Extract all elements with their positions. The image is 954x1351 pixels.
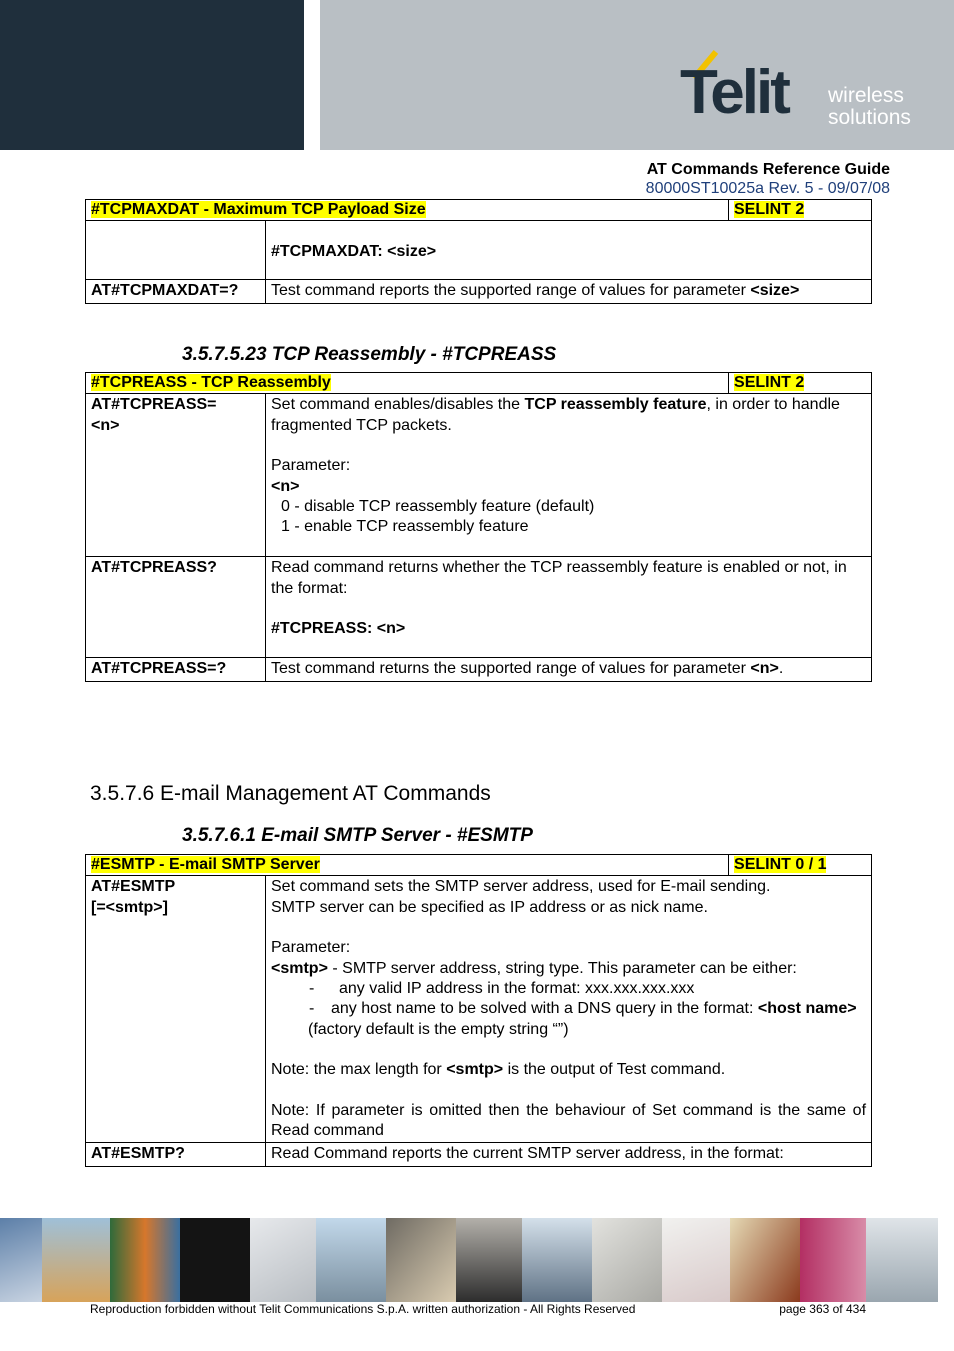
table-row	[86, 658, 872, 681]
table-title: #TCPMAXDAT - Maximum TCP Payload Size	[91, 201, 426, 218]
table-row	[86, 221, 872, 280]
table-row	[86, 394, 872, 557]
section-heading-esmtp: 3.5.7.6.1 E-mail SMTP Server - #ESMTP	[182, 825, 533, 846]
guide-revision: 80000ST10025a Rev. 5 - 09/07/08	[645, 180, 890, 197]
copyright-notice: Reproduction forbidden without Telit Communications S.p.A. written authorization - All Rights Reserved	[90, 1302, 636, 1316]
footer-photo-strip	[0, 1218, 954, 1302]
option-item: 0 - disable TCP reassembly feature (default)	[281, 498, 595, 516]
selint-badge: SELINT 2	[734, 374, 805, 391]
table-row	[86, 1143, 872, 1166]
description-cell: Set command enables/disables the TCP reassembly feature, in order to handle fragmented TCP packets. Parameter: <n> 0 - disable TCP reassembly feature (default) 1 - enable TCP reassembly feature	[266, 394, 872, 557]
command-cell: AT#ESMTP?	[86, 1143, 266, 1166]
table-title: #ESMTP - E-mail SMTP Server	[91, 856, 320, 873]
telit-logo: Telit	[680, 58, 788, 127]
description-cell: Test command reports the supported range of values for parameter <size>	[266, 280, 872, 303]
list-item: - any host name to be solved with a DNS query in the format: <host name>	[309, 1000, 857, 1018]
note-text: Note: If parameter is omitted then the behaviour of Set command is the same of Read command	[271, 1101, 867, 1140]
selint-badge: SELINT 0 / 1	[734, 856, 827, 873]
logo-tagline: wireless solutions	[828, 84, 911, 129]
tcpmaxdat-table	[85, 199, 872, 304]
response-format: #TCPREASS: <n>	[271, 620, 406, 638]
section-heading-email: 3.5.7.6 E-mail Management AT Commands	[90, 782, 491, 805]
option-item: 1 - enable TCP reassembly feature	[281, 518, 529, 536]
section-heading-tcpreass: 3.5.7.5.23 TCP Reassembly - #TCPREASS	[182, 344, 557, 365]
command-cell: AT#TCPREASS= <n>	[86, 394, 266, 557]
document-title	[646, 160, 890, 198]
command-cell: AT#TCPMAXDAT=?	[86, 280, 266, 303]
parameter-name: <smtp>	[271, 959, 328, 977]
table-header-row	[86, 373, 872, 394]
description-cell: Read Command reports the current SMTP server address, in the format:	[266, 1143, 872, 1166]
selint-badge: SELINT 2	[734, 201, 805, 218]
response-format: #TCPMAXDAT: <size>	[271, 243, 437, 261]
parameter-name: <n>	[271, 477, 300, 495]
table-row	[86, 557, 872, 658]
command-cell: AT#TCPREASS?	[86, 557, 266, 658]
table-row	[86, 876, 872, 1143]
esmtp-table	[85, 854, 872, 1167]
description-cell: Test command returns the supported range of values for parameter <n>.	[266, 658, 872, 681]
command-cell: AT#ESMTP [=<smtp>]	[86, 876, 266, 1143]
list-item: - any valid IP address in the format: xxx.xxx.xxx.xxx	[309, 980, 695, 998]
table-header-row	[86, 855, 872, 876]
page-number: page 363 of 434	[779, 1302, 866, 1316]
table-row	[86, 280, 872, 303]
header-dark-block	[0, 0, 304, 150]
guide-title: AT Commands Reference Guide	[646, 161, 890, 178]
table-header-row	[86, 200, 872, 221]
page-footer	[90, 1302, 870, 1316]
description-cell: Read command returns whether the TCP reassembly feature is enabled or not, in the format: #TCPREASS: <n>	[266, 557, 872, 658]
command-cell: AT#TCPREASS=?	[86, 658, 266, 681]
table-title: #TCPREASS - TCP Reassembly	[91, 374, 331, 391]
description-cell: Set command sets the SMTP server address, used for E-mail sending. SMTP server can be specified as IP address or as nick name. Parameter: <smtp> - SMTP server address, string type. This parameter can be either: - any valid IP address in the format: xxx.xxx.xxx.xxx - any host name to be solved with a DNS query in the format: <host name> (factory default is the empty string “”) Note: the max length for <smtp> is the output of Test command. Note: If parameter is omitted then the behaviour of Set command is the same of Read command	[266, 876, 872, 1143]
tcpreass-table	[85, 372, 872, 682]
